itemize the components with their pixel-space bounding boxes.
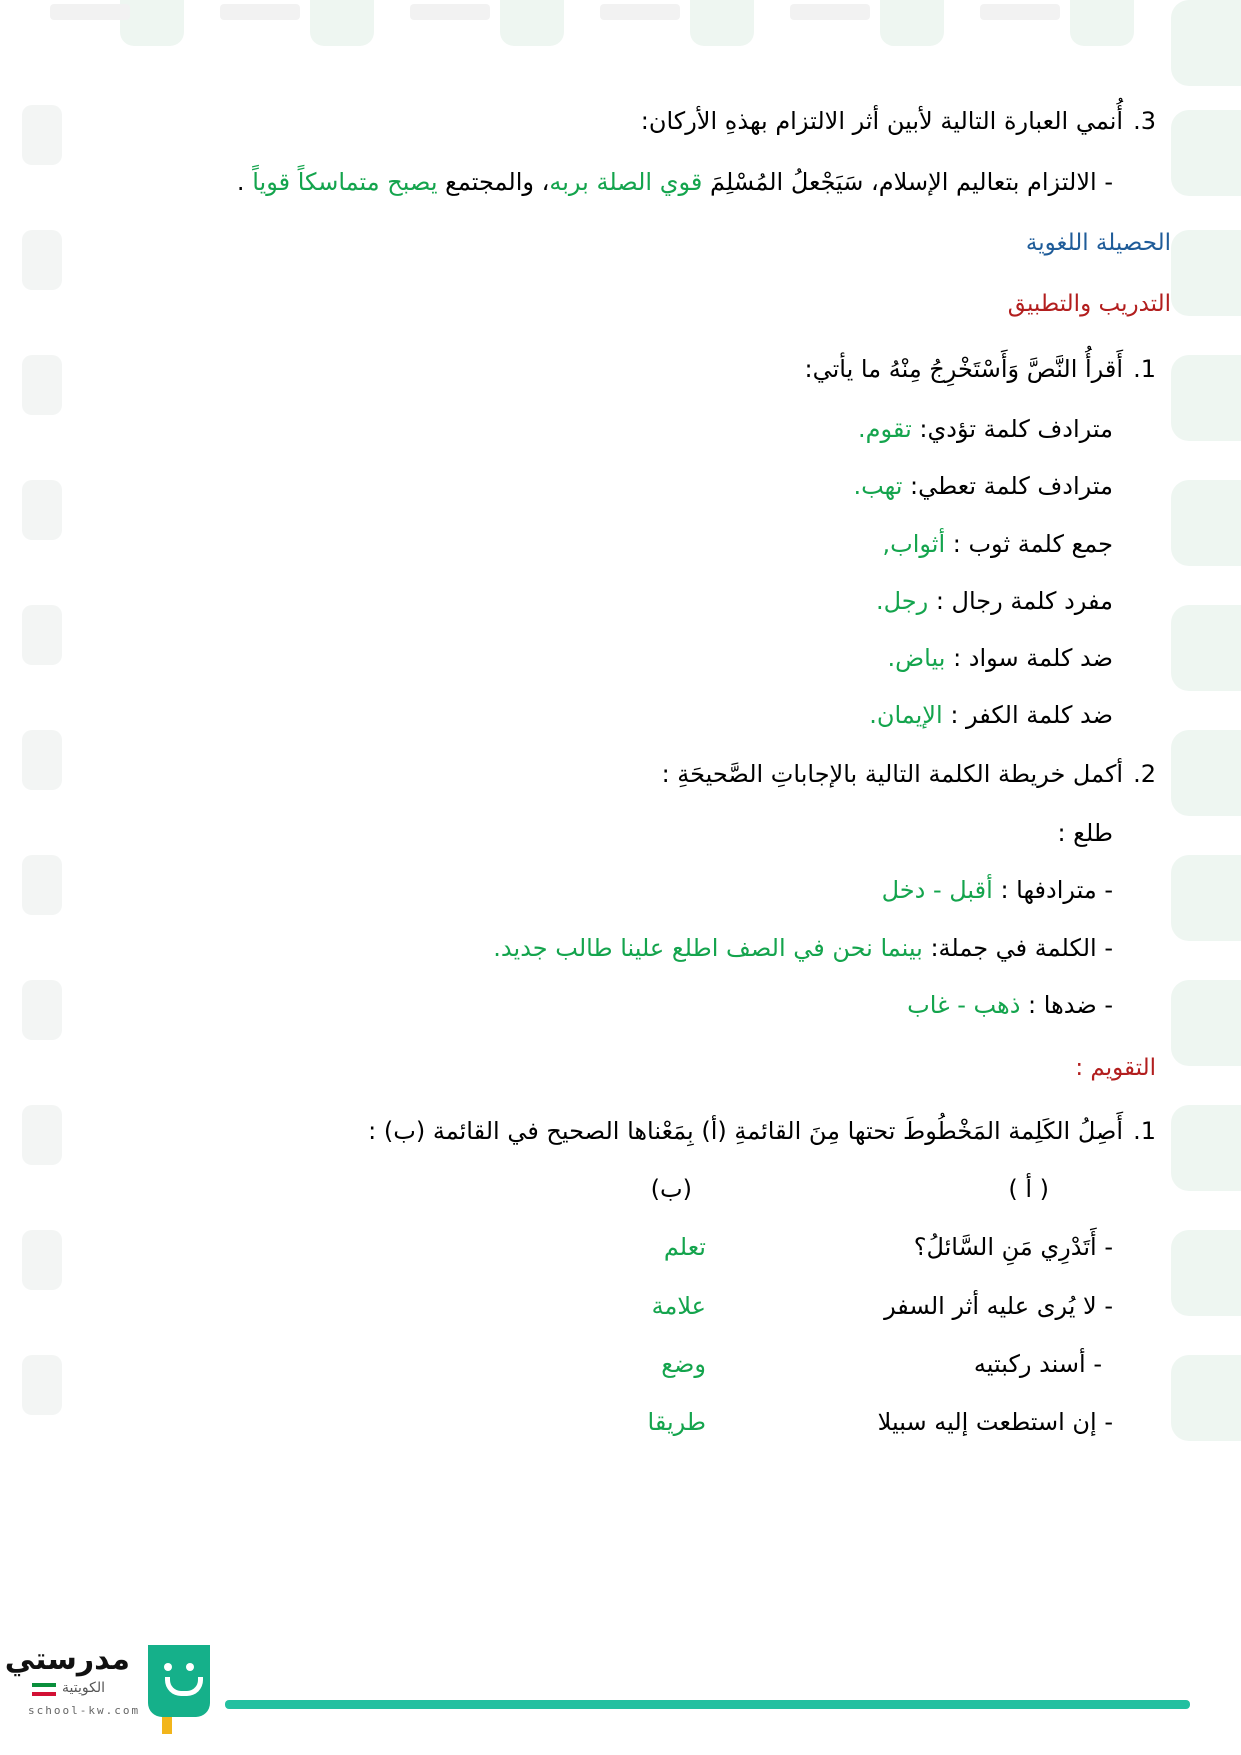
question-number: 3. bbox=[1133, 107, 1156, 135]
answer-text: تهب. bbox=[853, 472, 903, 500]
logo-icon bbox=[148, 1645, 210, 1717]
sentence-part: ، والمجتمع bbox=[445, 168, 550, 196]
question-3 bbox=[641, 104, 1156, 138]
watermark-logo bbox=[22, 355, 62, 415]
watermark-logo bbox=[1171, 1230, 1241, 1316]
vocab-label: ضد كلمة سواد : bbox=[953, 644, 1113, 672]
watermark-logo bbox=[1171, 730, 1241, 816]
vocab-label: مفرد كلمة رجال : bbox=[935, 587, 1113, 615]
answer-text: بينما نحن في الصف اطلع علينا طالب جديد. bbox=[493, 934, 923, 962]
match-row-b: علامة bbox=[651, 1292, 706, 1320]
match-row-a: - أسند ركبتيه bbox=[973, 1350, 1102, 1378]
vocab-item bbox=[882, 527, 1113, 561]
logo-url: school-kw.com bbox=[28, 1704, 141, 1717]
kuwait-flag-icon bbox=[32, 1683, 56, 1696]
vocab-item bbox=[888, 641, 1113, 675]
watermark-logo bbox=[22, 855, 62, 915]
match-row-a: - أَتَدْرِي مَنِ السَّائلُ؟ bbox=[913, 1233, 1113, 1261]
question-text: أَقرأُ النَّصَّ وَأَسْتَخْرِجُ مِنْهُ ما يأتي: bbox=[804, 355, 1124, 383]
watermark-logo bbox=[22, 1230, 62, 1290]
map-label: - مترادفها : bbox=[1000, 876, 1113, 904]
watermark-logo bbox=[22, 1355, 62, 1415]
heading-lexicon: الحصيلة اللغوية bbox=[1025, 230, 1171, 256]
watermark-logo bbox=[1171, 0, 1241, 86]
watermark-logo bbox=[1171, 855, 1241, 941]
watermark-logo bbox=[1171, 1355, 1241, 1441]
vocab-label: جمع كلمة ثوب : bbox=[952, 530, 1113, 558]
question-text: أَصِلُ الكَلِمة المَخْطُوطَ تحتها مِنَ القائمةِ (أ) بِمَعْناها الصحيح في القائمة (ب) : bbox=[368, 1117, 1124, 1145]
vocab-label: ضد كلمة الكفر : bbox=[950, 701, 1113, 729]
vocab-item bbox=[876, 584, 1113, 618]
watermark-logo bbox=[1171, 605, 1241, 691]
watermark-logo bbox=[22, 1105, 62, 1165]
answer-text: ذهب - غاب bbox=[907, 991, 1021, 1019]
answer-text: بياض. bbox=[887, 644, 946, 672]
question-text: أكمل خريطة الكلمة التالية بالإجاباتِ الصَّحيحَةِ : bbox=[661, 760, 1124, 788]
match-row-a: - لا يُرى عليه أثر السفر bbox=[884, 1292, 1113, 1320]
map-word: طلع : bbox=[1057, 819, 1113, 847]
sentence-part: - الالتزام بتعاليم الإسلام، سَيَجْعلُ المُسْلِمَ bbox=[710, 168, 1113, 196]
watermark-logo bbox=[22, 730, 62, 790]
footer-bar bbox=[225, 1700, 1190, 1709]
map-label: - الكلمة في جملة: bbox=[930, 934, 1113, 962]
watermark-logo bbox=[1171, 355, 1241, 441]
question-number: 2. bbox=[1133, 760, 1156, 788]
heading-evaluation: التقويم : bbox=[1075, 1055, 1156, 1081]
watermark-logo bbox=[1171, 1105, 1241, 1191]
answer-text: الإيمان. bbox=[869, 701, 943, 729]
eval-question-1 bbox=[368, 1114, 1156, 1148]
question-number: 1. bbox=[1133, 355, 1156, 383]
vocab-item bbox=[853, 469, 1113, 503]
watermark-logo bbox=[22, 605, 62, 665]
match-row-a: - إن استطعت إليه سبيلا bbox=[877, 1408, 1113, 1436]
question-1 bbox=[805, 352, 1156, 386]
question-number: 1. bbox=[1133, 1117, 1156, 1145]
answer-sentence bbox=[237, 165, 1113, 199]
answer-text: أثواب, bbox=[882, 530, 946, 558]
answer-text: قوي الصلة بربه bbox=[549, 168, 703, 196]
watermark-logo bbox=[1171, 230, 1241, 316]
answer-text: رجل. bbox=[875, 587, 929, 615]
column-b-header: (ب) bbox=[650, 1175, 692, 1203]
map-item bbox=[882, 873, 1113, 907]
vocab-item bbox=[858, 412, 1113, 446]
question-text: أُنمي العبارة التالية لأبين أثر الالتزام بهذهِ الأركان: bbox=[640, 107, 1124, 135]
answer-text: أقبل - دخل bbox=[881, 876, 993, 904]
map-item bbox=[493, 931, 1113, 965]
vocab-item bbox=[869, 698, 1113, 732]
match-row-b: طريقا bbox=[647, 1408, 706, 1436]
watermark-logo bbox=[22, 480, 62, 540]
map-label: - ضدها : bbox=[1028, 991, 1113, 1019]
vocab-label: مترادف كلمة تعطي: bbox=[910, 472, 1113, 500]
match-row-b: تعلم bbox=[663, 1233, 706, 1261]
logo-name: مدرستي bbox=[4, 1642, 130, 1677]
vocab-label: مترادف كلمة تؤدي: bbox=[919, 415, 1113, 443]
answer-text: تقوم. bbox=[858, 415, 912, 443]
watermark-logo bbox=[22, 980, 62, 1040]
answer-text: يصبح متماسكاً قوياً bbox=[252, 168, 438, 196]
map-item bbox=[907, 988, 1113, 1022]
watermark-logo bbox=[1171, 980, 1241, 1066]
watermark-logo bbox=[1171, 110, 1241, 196]
question-2 bbox=[662, 757, 1156, 791]
watermark-logo bbox=[1171, 480, 1241, 566]
match-row-b: وضع bbox=[661, 1350, 706, 1378]
watermark-logo bbox=[22, 230, 62, 290]
watermark-logo bbox=[22, 105, 62, 165]
watermark-strip bbox=[0, 0, 1241, 60]
heading-practice: التدريب والتطبيق bbox=[1007, 291, 1171, 317]
sentence-end: . bbox=[236, 168, 245, 196]
column-a-header: ( أ ) bbox=[1008, 1175, 1049, 1203]
logo-subtitle: الكويتية bbox=[62, 1680, 105, 1696]
